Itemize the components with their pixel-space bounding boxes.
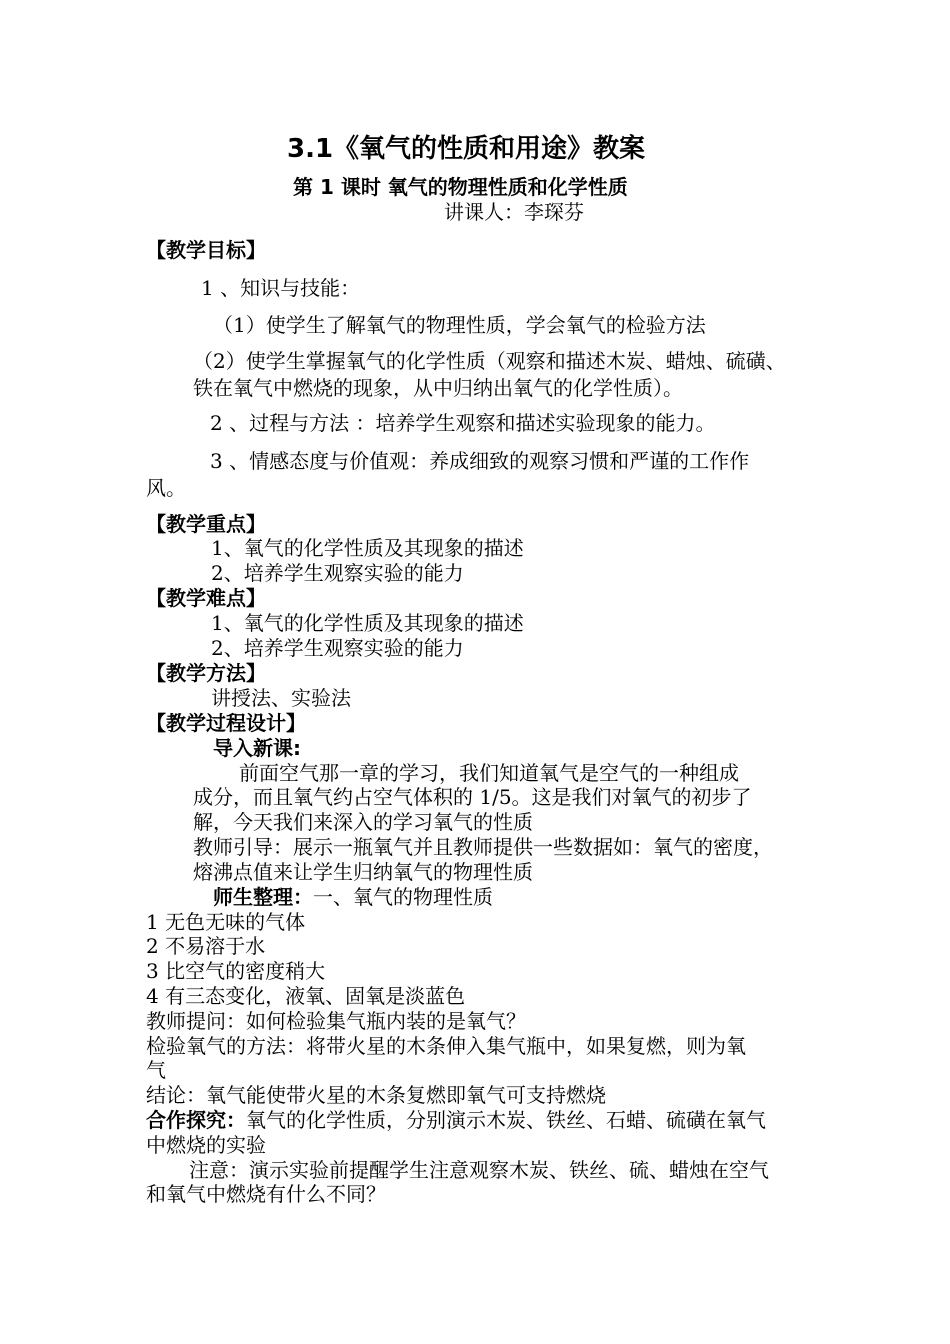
- intro-line-3: 解，今天我们来深入的学习氧气的性质: [193, 810, 533, 834]
- difficulties-heading: 【教学难点】: [146, 586, 266, 610]
- objective-item-1: 1 、知识与技能：: [201, 276, 361, 300]
- methods-text: 讲授法、实验法: [211, 686, 351, 710]
- objective-item-3-line-2: 风。: [146, 476, 186, 500]
- coop-text: 氧气的化学性质，分别演示木炭、铁丝、石蜡、硫磺在氧气: [246, 1108, 766, 1132]
- page-title: 3.1《氧气的性质和用途》教案: [287, 134, 646, 164]
- key-points-heading: 【教学重点】: [146, 512, 266, 536]
- key-point-item-1: 1、氧气的化学性质及其现象的描述: [211, 536, 524, 560]
- process-heading: 【教学过程设计】: [146, 711, 306, 735]
- intro-line-2: 成分，而且氧气约占空气体积的 1/5。这是我们对氧气的初步了: [193, 785, 752, 809]
- methods-heading: 【教学方法】: [146, 661, 266, 685]
- objective-item-2: 2 、过程与方法 ：培养学生观察和描述实验现象的能力。: [210, 411, 716, 435]
- objective-item-1-sub-1: （1）使学生了解氧气的物理性质，学会氧气的检验方法: [213, 313, 706, 337]
- test-method-line-2: 气: [146, 1058, 166, 1082]
- summary-text: 一、氧气的物理性质: [313, 885, 493, 909]
- note-line-1: 注意：演示实验前提醒学生注意观察木炭、铁丝、硫、蜡烛在空气: [189, 1158, 769, 1182]
- property-item-4: 4 有三态变化，液氧、固氧是淡蓝色: [146, 984, 466, 1008]
- lecturer-line: 讲课人：李琛芬: [444, 200, 584, 224]
- key-point-item-2: 2、培养学生观察实验的能力: [211, 561, 464, 585]
- coop-label: 合作探究：: [146, 1108, 246, 1132]
- test-method-line-1: 检验氧气的方法：将带火星的木条伸入集气瓶中，如果复燃，则为氧: [146, 1034, 746, 1058]
- summary-line: [213, 885, 493, 909]
- guide-line-2: 熔沸点值来让学生归纳氧气的物理性质: [193, 860, 533, 884]
- coop-line-2: 中燃烧的实验: [146, 1133, 266, 1157]
- page-subtitle: 第 1 课时 氧气的物理性质和化学性质: [293, 175, 628, 199]
- property-item-2: 2 不易溶于水: [146, 934, 266, 958]
- objectives-heading: 【教学目标】: [146, 238, 266, 262]
- objective-item-1-sub-2-line-1: （2）使学生掌握氧气的化学性质（观察和描述木炭、蜡烛、硫磺、: [193, 349, 786, 373]
- guide-line-1: 教师引导：展示一瓶氧气并且教师提供一些数据如：氧气的密度，: [193, 835, 773, 859]
- conclusion-line: 结论：氧气能使带火星的木条复燃即氧气可支持燃烧: [146, 1083, 606, 1107]
- intro-label: 导入新课:: [213, 736, 301, 760]
- summary-label: 师生整理：: [213, 885, 313, 909]
- teacher-question: 教师提问：如何检验集气瓶内装的是氧气？: [146, 1009, 526, 1033]
- difficulty-item-2: 2、培养学生观察实验的能力: [211, 636, 464, 660]
- property-item-1: 1 无色无味的气体: [146, 910, 306, 934]
- objective-item-1-sub-2-line-2: 铁在氧气中燃烧的现象，从中归纳出氧气的化学性质）。: [193, 376, 683, 400]
- note-line-2: 和氧气中燃烧有什么不同？: [146, 1182, 386, 1206]
- objective-item-3-line-1: 3 、情感态度与价值观：养成细致的观察习惯和严谨的工作作: [210, 449, 750, 473]
- difficulty-item-1: 1、氧气的化学性质及其现象的描述: [211, 611, 524, 635]
- coop-line-1: [146, 1108, 766, 1132]
- property-item-3: 3 比空气的密度稍大: [146, 959, 326, 983]
- intro-line-1: 前面空气那一章的学习，我们知道氧气是空气的一种组成: [239, 761, 739, 785]
